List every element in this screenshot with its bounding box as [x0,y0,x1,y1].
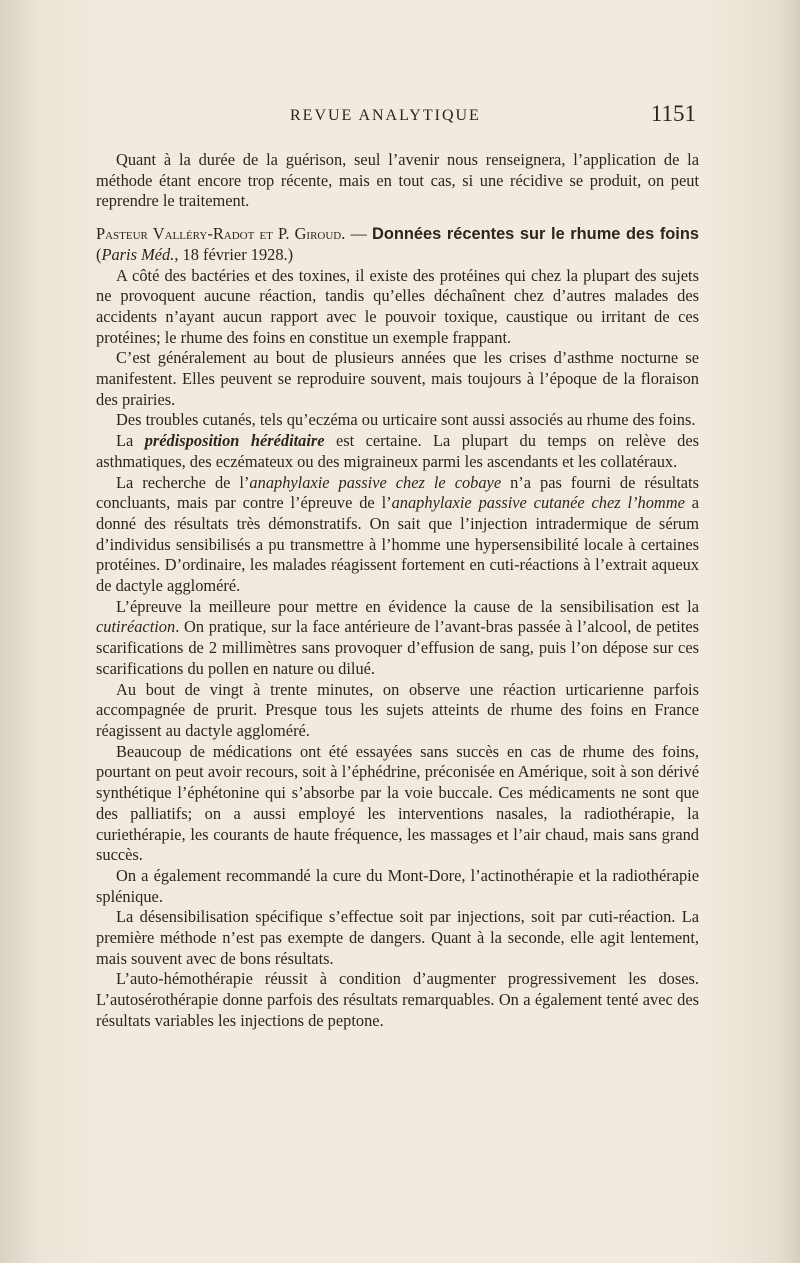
emphasis: prédisposition héréditaire [144,431,325,451]
page-header [100,101,700,137]
citation-open: ( [96,244,102,264]
paragraph: Au bout de vingt à trente minutes, on observe une réaction urticarienne parfois accompagnée de prurit. Presque tous les sujets atteints de rhume des foins en France réagissent au dactyle aggloméré. [96,679,699,740]
page-number: 1151 [650,101,696,126]
text-run: a donné des résultats très démonstratifs. On sait que l’injection intradermique de sérum d’individus sensibilisés a pu transmettre à l’homme une hypersensibilité locale à certaines protéines. D’ordinaire, les malades réagissent fortement en cuti-réactions à l’extrait aqueux de dactyle aggloméré. [96,493,700,596]
paragraph: Des troubles cutanés, tels qu’eczéma ou urticaire sont aussi associés au rhume des foins. [116,410,696,430]
text-run: est certaine. La plupart du temps on relève des asthmatiques, des eczémateux ou des migraineux parmi les ascendants et les collatéraux. [96,431,699,471]
paragraph: La désensibilisation spécifique s’effectue soit par injections, soit par cuti-réaction. La première méthode n’est pas exempte de dangers. Quant à la seconde, elle agit lentement, mais souvent avec de bons résultats. [96,907,699,968]
citation-title: Données récentes sur le rhume des foins [372,225,699,244]
paragraph [96,431,699,472]
text-run: La [116,431,145,451]
text-run: . On pratique, sur la face antérieure de l’avant-bras passée à l’alcool, de petites scarifications de 2 millimètres sans provoquer d’effusion de sang, puis l’on dépose sur ces scarifications du pollen en nature ou dilué. [96,617,699,678]
text-run: n’a pas fourni de résultats concluants, mais par contre l’épreuve de l’ [96,472,699,513]
paragraph: On a également recommandé la cure du Mont-Dore, l’actinothérapie et la radiothérapie splénique. [96,865,699,906]
paragraph: A côté des bactéries et des toxines, il existe des protéines qui chez la plupart des sujets ne provoquent aucune réaction, tandis qu’elles déchaînent chez d’autres malades des accidents n’ayant aucun rapport avec le pouvoir toxique, caustique ou irritant de ces protéines; le rhume des foins en constitue un exemple frappant. [96,265,699,347]
article-citation [96,224,699,265]
emphasis: anaphylaxie passive chez le cobaye [249,472,502,492]
paragraph [96,473,699,597]
paragraph: C’est généralement au bout de plusieurs années que les crises d’asthme nocturne se manifestent. Elles peuvent se reproduire souvent, mais toujours à l’époque de la floraison des prairies. [96,348,699,409]
citation-authors: Pasteur Valléry-Radot et P. Giroud. [96,224,346,244]
citation-journal: Paris Méd. [101,244,175,264]
citation-dash: — [345,224,373,244]
running-title: REVUE ANALYTIQUE [290,107,481,124]
citation-date: , 18 février 1928.) [174,244,294,264]
paragraph: L’auto-hémothérapie réussit à condition d’augmenter progressivement les doses. L’autosérothérapie donne parfois des résultats remarquables. On a également tenté avec des résultats variables les injections de peptone. [96,969,699,1030]
paragraph: Beaucoup de médications ont été essayées sans succès en cas de rhume des foins, pourtant on peut avoir recours, soit à l’éphédrine, préconisée en Amérique, soit à son dérivé synthétique l’éphétonine qui s’absorbe par la voie buccale. Ces médicaments ne sont que des palliatifs; on a aussi employé les interventions nasales, la radiothérapie, la curiethérapie, les courants de haute fréquence, les massages et l’air chaud, mais sans grand succès. [96,741,699,865]
article-body [96,150,699,1032]
text-run: La recherche de l’ [116,472,250,492]
paragraph: Quant à la durée de la guérison, seul l’avenir nous renseignera, l’application de la méthode étant encore trop récente, mais en tout cas, si une récidive se produit, on peut reprendre le traitement. [96,150,699,211]
paragraph [96,597,699,680]
emphasis: anaphylaxie passive cutanée chez l’homme [391,493,685,513]
text-run: L’épreuve la meilleure pour mettre en évidence la cause de la sensibilisation est la [116,596,699,616]
emphasis: cutiréaction [96,617,176,637]
